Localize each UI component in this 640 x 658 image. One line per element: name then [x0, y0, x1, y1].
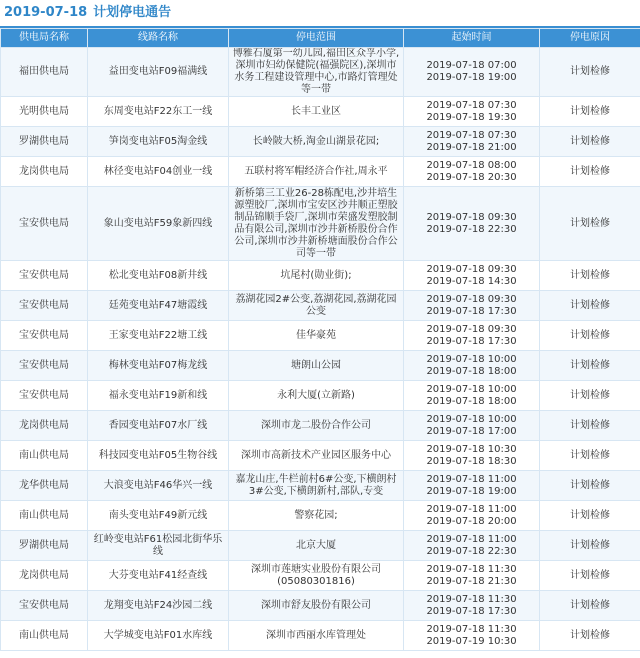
table-row — [1, 157, 640, 187]
cell-line: 象山变电站F59象新四线 — [88, 187, 229, 261]
start-time: 2019-07-18 10:00 — [426, 383, 517, 395]
end-time: 2019-07-18 18:00 — [426, 365, 517, 377]
cell-time — [404, 501, 540, 531]
end-time: 2019-07-18 14:30 — [426, 275, 517, 287]
cell-bureau: 福田供电局 — [1, 48, 88, 97]
cell-bureau: 南山供电局 — [1, 621, 88, 651]
table-row — [1, 561, 640, 591]
cell-reason: 计划检修 — [540, 561, 640, 591]
table-row — [1, 48, 640, 97]
cell-time — [404, 441, 540, 471]
cell-bureau: 南山供电局 — [1, 441, 88, 471]
header-start-time: 起始时间 — [404, 29, 540, 48]
header-reason: 停电原因 — [540, 29, 640, 48]
table-row — [1, 291, 640, 321]
cell-reason: 计划检修 — [540, 351, 640, 381]
cell-time — [404, 261, 540, 291]
cell-reason: 计划检修 — [540, 291, 640, 321]
table-row — [1, 321, 640, 351]
cell-time — [404, 561, 540, 591]
cell-reason: 计划检修 — [540, 157, 640, 187]
cell-line: 廷苑变电站F47塘霞线 — [88, 291, 229, 321]
cell-area: 深圳市舒友股份有限公司 — [229, 591, 404, 621]
end-time: 2019-07-18 21:00 — [426, 141, 517, 153]
cell-area: 五联村将军帽经济合作社,周永平 — [229, 157, 404, 187]
cell-bureau: 宝安供电局 — [1, 591, 88, 621]
cell-time — [404, 157, 540, 187]
cell-time — [404, 97, 540, 127]
start-time: 2019-07-18 07:30 — [426, 99, 517, 111]
cell-area: 塘朗山公园 — [229, 351, 404, 381]
cell-time — [404, 621, 540, 651]
start-time: 2019-07-18 09:30 — [426, 293, 517, 305]
cell-time — [404, 48, 540, 97]
cell-bureau: 龙岗供电局 — [1, 561, 88, 591]
cell-area: 博雅石厦第一幼儿园,福田区众孚小学,深圳市妇幼保健院(福强院区),深圳市水务工程建设管理中心,市路灯管理处等一带 — [229, 48, 404, 97]
start-time: 2019-07-18 07:30 — [426, 129, 517, 141]
cell-bureau: 宝安供电局 — [1, 321, 88, 351]
end-time: 2019-07-18 22:30 — [426, 223, 517, 235]
end-time: 2019-07-18 19:00 — [426, 72, 517, 83]
cell-line: 科技园变电站F05生物谷线 — [88, 441, 229, 471]
cell-bureau: 宝安供电局 — [1, 351, 88, 381]
table-row — [1, 351, 640, 381]
cell-bureau: 南山供电局 — [1, 501, 88, 531]
cell-reason: 计划检修 — [540, 127, 640, 157]
cell-time — [404, 291, 540, 321]
end-time: 2019-07-18 18:30 — [426, 455, 517, 467]
cell-reason: 计划检修 — [540, 501, 640, 531]
table-row — [1, 531, 640, 561]
cell-area: 深圳市莲塘实业股份有限公司(05080301816) — [229, 561, 404, 591]
outage-table — [0, 28, 640, 651]
cell-reason: 计划检修 — [540, 48, 640, 97]
cell-time — [404, 471, 540, 501]
cell-area: 嘉龙山庄,牛栏前村6#公变,下横朗村3#公变,下横朗新村,部队,专变 — [229, 471, 404, 501]
table-row — [1, 441, 640, 471]
header-bureau: 供电局名称 — [1, 29, 88, 48]
header-area: 停电范围 — [229, 29, 404, 48]
table-row — [1, 261, 640, 291]
start-time: 2019-07-18 08:00 — [426, 159, 517, 171]
cell-line: 王家变电站F22塘工线 — [88, 321, 229, 351]
table-row — [1, 187, 640, 261]
cell-reason: 计划检修 — [540, 187, 640, 261]
start-time: 2019-07-18 10:30 — [426, 443, 517, 455]
table-row — [1, 127, 640, 157]
cell-line: 龙翔变电站F24沙园二线 — [88, 591, 229, 621]
end-time: 2019-07-18 19:30 — [426, 111, 517, 123]
cell-time — [404, 411, 540, 441]
cell-bureau: 罗湖供电局 — [1, 127, 88, 157]
cell-line: 益田变电站F09福满线 — [88, 48, 229, 97]
cell-time — [404, 351, 540, 381]
notice-date: 2019-07-18 — [4, 5, 88, 20]
start-time: 2019-07-18 09:30 — [426, 211, 517, 223]
notice-title: 计划停电通告 — [93, 5, 172, 20]
cell-reason: 计划检修 — [540, 321, 640, 351]
cell-reason: 计划检修 — [540, 97, 640, 127]
cell-area: 长丰工业区 — [229, 97, 404, 127]
cell-line: 东周变电站F22东工一线 — [88, 97, 229, 127]
start-time: 2019-07-18 11:00 — [426, 533, 517, 545]
cell-reason: 计划检修 — [540, 441, 640, 471]
end-time: 2019-07-18 17:30 — [426, 305, 517, 317]
cell-line: 红岭变电站F61松园北街华乐线 — [88, 531, 229, 561]
end-time: 2019-07-18 17:00 — [426, 425, 517, 437]
table-row — [1, 411, 640, 441]
cell-bureau: 宝安供电局 — [1, 187, 88, 261]
header-line: 线路名称 — [88, 29, 229, 48]
cell-bureau: 宝安供电局 — [1, 261, 88, 291]
start-time: 2019-07-18 11:00 — [426, 503, 517, 515]
start-time: 2019-07-18 09:30 — [426, 263, 517, 275]
cell-area: 深圳市西丽水库管理处 — [229, 621, 404, 651]
cell-area: 荔湖花园2#公变,荔湖花园,荔湖花园公变 — [229, 291, 404, 321]
cell-time — [404, 591, 540, 621]
cell-bureau: 光明供电局 — [1, 97, 88, 127]
end-time: 2019-07-18 18:00 — [426, 395, 517, 407]
cell-area: 北京大厦 — [229, 531, 404, 561]
cell-area: 深圳市高新技术产业园区服务中心 — [229, 441, 404, 471]
cell-reason: 计划检修 — [540, 411, 640, 441]
cell-reason: 计划检修 — [540, 621, 640, 651]
cell-reason: 计划检修 — [540, 381, 640, 411]
table-row — [1, 471, 640, 501]
start-time: 2019-07-18 10:00 — [426, 413, 517, 425]
cell-bureau: 龙岗供电局 — [1, 157, 88, 187]
cell-time — [404, 321, 540, 351]
table-row — [1, 591, 640, 621]
start-time: 2019-07-18 11:30 — [426, 593, 517, 605]
cell-line: 大学城变电站F01水库线 — [88, 621, 229, 651]
cell-bureau: 龙华供电局 — [1, 471, 88, 501]
cell-area: 警察花园; — [229, 501, 404, 531]
cell-line: 林径变电站F04创业一线 — [88, 157, 229, 187]
cell-line: 大芬变电站F41经查线 — [88, 561, 229, 591]
cell-time — [404, 531, 540, 561]
start-time: 2019-07-18 11:30 — [426, 623, 517, 635]
end-time: 2019-07-19 10:30 — [426, 635, 517, 647]
cell-reason: 计划检修 — [540, 531, 640, 561]
cell-area: 新桥第三工业26-28栋配电,沙井培生源塑胶厂,深圳市宝安区沙井顺正塑胶制品锦顺手袋厂,深圳市荣盛发塑胶制品有限公司,深圳市沙井新桥股份合作公司,深圳市沙井新桥塘面股份合作公司等一带 — [229, 187, 404, 261]
end-time: 2019-07-18 20:30 — [426, 171, 517, 183]
cell-area: 永利大厦(立新路) — [229, 381, 404, 411]
cell-bureau: 龙岗供电局 — [1, 411, 88, 441]
cell-time — [404, 127, 540, 157]
cell-bureau: 宝安供电局 — [1, 381, 88, 411]
cell-line: 福永变电站F19新和线 — [88, 381, 229, 411]
cell-bureau: 罗湖供电局 — [1, 531, 88, 561]
cell-line: 梅林变电站F07梅龙线 — [88, 351, 229, 381]
cell-time — [404, 187, 540, 261]
cell-area: 坑尾村(勋业街); — [229, 261, 404, 291]
end-time: 2019-07-18 17:30 — [426, 605, 517, 617]
cell-reason: 计划检修 — [540, 261, 640, 291]
start-time: 2019-07-18 10:00 — [426, 353, 517, 365]
end-time: 2019-07-18 19:00 — [426, 485, 517, 497]
table-row — [1, 97, 640, 127]
cell-area: 长岭陂大桥,淘金山湖景花园; — [229, 127, 404, 157]
cell-line: 南头变电站F49新元线 — [88, 501, 229, 531]
start-time: 2019-07-18 07:00 — [426, 60, 517, 71]
cell-line: 大浪变电站F46华兴一线 — [88, 471, 229, 501]
cell-line: 松北变电站F08新井线 — [88, 261, 229, 291]
table-header-row — [1, 29, 640, 48]
cell-reason: 计划检修 — [540, 471, 640, 501]
end-time: 2019-07-18 22:30 — [426, 545, 517, 557]
cell-area: 深圳市龙二股份合作公司 — [229, 411, 404, 441]
table-row — [1, 381, 640, 411]
end-time: 2019-07-18 17:30 — [426, 335, 517, 347]
end-time: 2019-07-18 20:00 — [426, 515, 517, 527]
start-time: 2019-07-18 09:30 — [426, 323, 517, 335]
table-row — [1, 501, 640, 531]
cell-bureau: 宝安供电局 — [1, 291, 88, 321]
table-row — [1, 621, 640, 651]
cell-time — [404, 381, 540, 411]
cell-line: 香园变电站F07水厂线 — [88, 411, 229, 441]
start-time: 2019-07-18 11:00 — [426, 473, 517, 485]
end-time: 2019-07-18 21:30 — [426, 575, 517, 587]
notice-title-bar — [0, 0, 640, 28]
cell-area: 佳华豪苑 — [229, 321, 404, 351]
cell-reason: 计划检修 — [540, 591, 640, 621]
cell-line: 笋岗变电站F05淘金线 — [88, 127, 229, 157]
start-time: 2019-07-18 11:30 — [426, 563, 517, 575]
